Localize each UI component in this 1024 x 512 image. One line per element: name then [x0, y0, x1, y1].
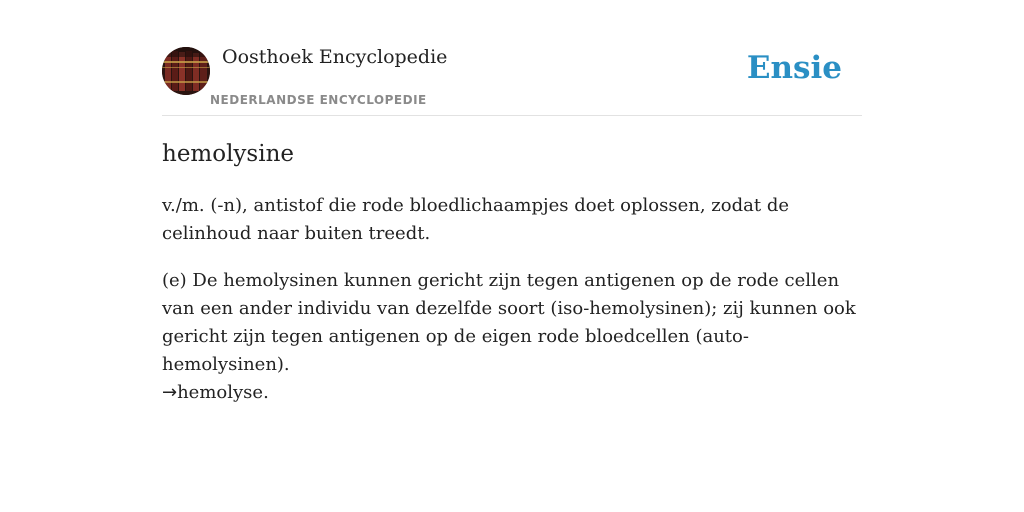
entry-term: hemolysine [162, 141, 295, 167]
xref-suffix: . [263, 382, 269, 403]
entry-definition: v./m. (-n), antistof die rode bloedlichaampjes doet oplossen, zodat de celinhoud naar buiten treedt. [162, 195, 790, 244]
ensie-logo-link[interactable]: Ensie [746, 50, 842, 86]
site-title[interactable]: Oosthoek Encyclopedie [222, 46, 448, 68]
entry-explanation [162, 267, 862, 407]
site-header [162, 40, 862, 116]
entry-explanation-text: (e) De hemolysinen kunnen gericht zijn tegen antigenen op de rode cellen van een ander individu van dezelfde soort (iso-hemolysinen); zij kunnen ook gericht zijn tegen antigenen op de eigen rode bloedcellen (auto-hemolysinen). [162, 270, 856, 375]
entry-content [162, 138, 862, 426]
arrow-right-icon: → [162, 382, 178, 403]
xref-link-hemolyse[interactable]: hemolyse [177, 382, 264, 403]
encyclopedia-books-icon[interactable] [162, 47, 210, 95]
site-subtitle: NEDERLANDSE ENCYCLOPEDIE [210, 93, 427, 107]
